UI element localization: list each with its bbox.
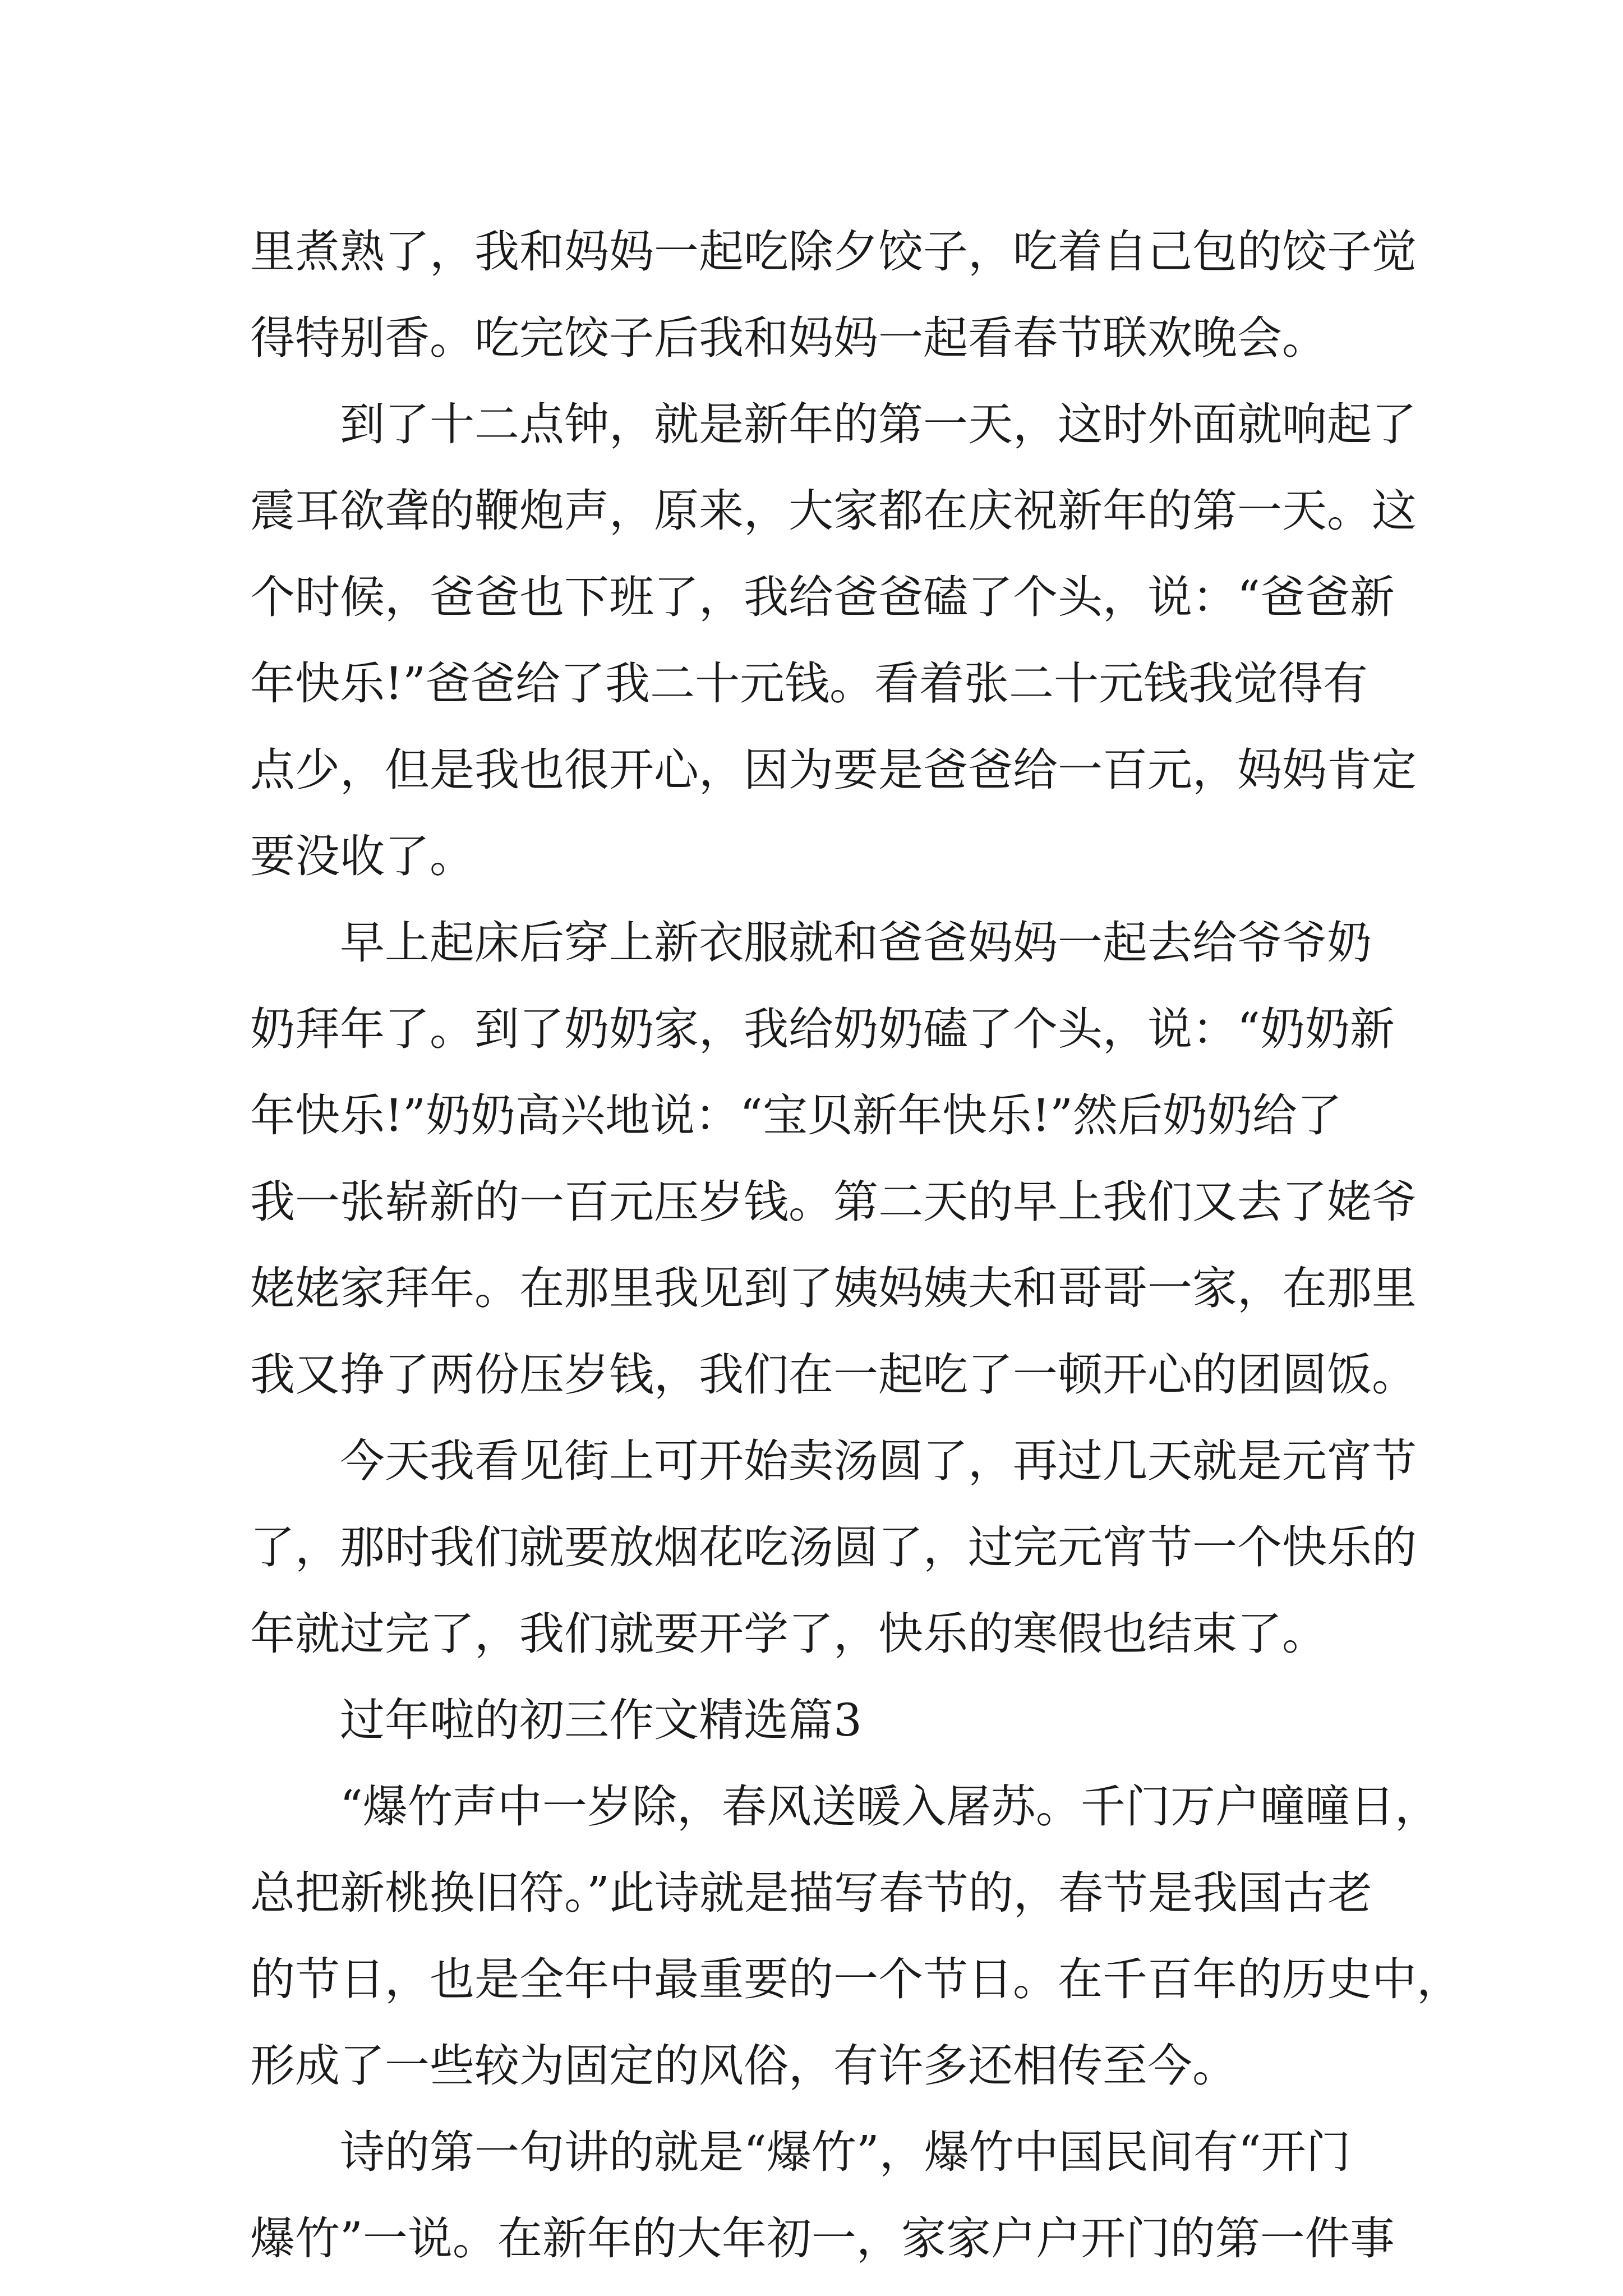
paragraph-line: 要没收了。: [250, 830, 474, 882]
paragraph-line: 个时候，爸爸也下班了，我给爸爸磕了个头，说：“爸爸新: [250, 571, 1395, 623]
article-body: [250, 209, 1461, 2282]
paragraph-line: 奶拜年了。到了奶奶家，我给奶奶磕了个头，说：“奶奶新: [250, 1003, 1395, 1055]
paragraph-line: 到了十二点钟，就是新年的第一天，这时外面就响起了: [340, 398, 1417, 450]
paragraph-line: 我一张崭新的一百元压岁钱。第二天的早上我们又去了姥爷: [250, 1176, 1417, 1228]
paragraph-line: “爆竹声中一岁除，春风送暖入屠苏。千门万户曈曈日，: [340, 1780, 1440, 1833]
paragraph-line: 得特别香。吃完饺子后我和妈妈一起看春节联欢晚会。: [250, 312, 1327, 364]
paragraph-line: 点少，但是我也很开心，因为要是爸爸给一百元，妈妈肯定: [250, 744, 1417, 796]
paragraph-line: 年快乐!”爸爸给了我二十元钱。看着张二十元钱我觉得有: [250, 657, 1368, 710]
paragraph-line: 总把新桃换旧符。”此诗就是描写春节的，春节是我国古老: [250, 1867, 1372, 1919]
paragraph-line: 年就过完了，我们就要开学了，快乐的寒假也结束了。: [250, 1608, 1327, 1660]
section-heading: 过年啦的初三作文精选篇3: [340, 1694, 862, 1746]
paragraph-line: 的节日，也是全年中最重要的一个节日。在千百年的历史中，: [250, 1953, 1461, 2005]
paragraph-line: 今天我看见街上可开始卖汤圆了，再过几天就是元宵节: [340, 1435, 1417, 1487]
paragraph-line: 早上起床后穿上新衣服就和爸爸妈妈一起去给爷爷奶: [340, 917, 1372, 969]
paragraph-line: 诗的第一句讲的就是“爆竹”，爆竹中国民间有“开门: [340, 2126, 1351, 2178]
paragraph-line: 里煮熟了，我和妈妈一起吃除夕饺子，吃着自己包的饺子觉: [250, 226, 1417, 278]
paragraph-line: 震耳欲聋的鞭炮声，原来，大家都在庆祝新年的第一天。这: [250, 485, 1417, 537]
paragraph-line: 形成了一些较为固定的风俗，有许多还相传至今。: [250, 2040, 1237, 2092]
paragraph-line: 姥姥家拜年。在那里我见到了姨妈姨夫和哥哥一家，在那里: [250, 1262, 1417, 1314]
paragraph-line: 爆竹”一说。在新年的大年初一，家家户户开门的第一件事: [250, 2212, 1395, 2265]
paragraph-line: 年快乐!”奶奶高兴地说：“宝贝新年快乐!”然后奶奶给了: [250, 1089, 1342, 1142]
paragraph-line: 我又挣了两份压岁钱，我们在一起吃了一顿开心的团圆饭。: [250, 1349, 1417, 1401]
paragraph-line: 了，那时我们就要放烟花吃汤圆了，过完元宵节一个快乐的: [250, 1521, 1417, 1573]
